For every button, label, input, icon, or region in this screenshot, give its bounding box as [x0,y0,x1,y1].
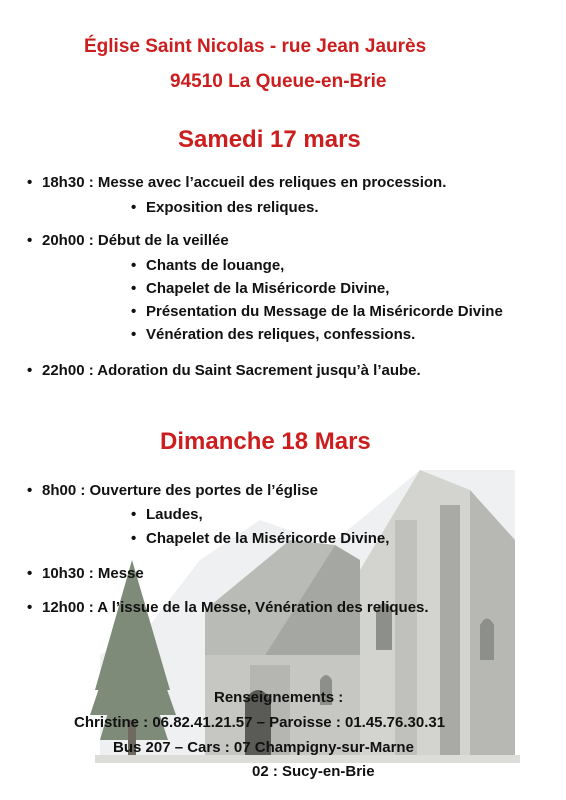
church-address-title: Église Saint Nicolas - rue Jean Jaurès [84,36,427,57]
schedule-subitem: • Exposition des reliques. [146,199,319,216]
transport-info: Bus 207 – Cars : 07 Champigny-sur-Marne [113,739,414,756]
church-postal-city: 94510 La Queue-en-Brie [170,71,387,92]
transport-info-secondary: 02 : Sucy-en-Brie [252,763,375,780]
schedule-item: • 18h30 : Messe avec l’accueil des reliques en procession. [42,174,446,191]
sunday-title: Dimanche 18 Mars [160,428,371,455]
schedule-subitem: • Présentation du Message de la Miséricorde Divine [146,303,503,320]
schedule-subitem: • Chants de louange, [146,257,284,274]
schedule-subitem: • Vénération des reliques, confessions. [146,326,415,343]
schedule-item: • 20h00 : Début de la veillée [42,232,229,249]
schedule-item: • 12h00 : A l’issue de la Messe, Vénération des reliques. [42,599,429,616]
saturday-title: Samedi 17 mars [178,126,361,153]
schedule-subitem: • Chapelet de la Miséricorde Divine, [146,280,389,297]
schedule-subitem: • Laudes, [146,506,203,523]
info-heading: Renseignements : [214,689,344,706]
schedule-item: • 22h00 : Adoration du Saint Sacrement jusqu’à l’aube. [42,362,421,379]
schedule-subitem: • Chapelet de la Miséricorde Divine, [146,530,389,547]
phone-numbers: Christine : 06.82.41.21.57 – Paroisse : 01.45.76.30.31 [74,714,446,731]
schedule-item: • 8h00 : Ouverture des portes de l’église [42,482,318,499]
schedule-item: • 10h30 : Messe [42,565,144,582]
